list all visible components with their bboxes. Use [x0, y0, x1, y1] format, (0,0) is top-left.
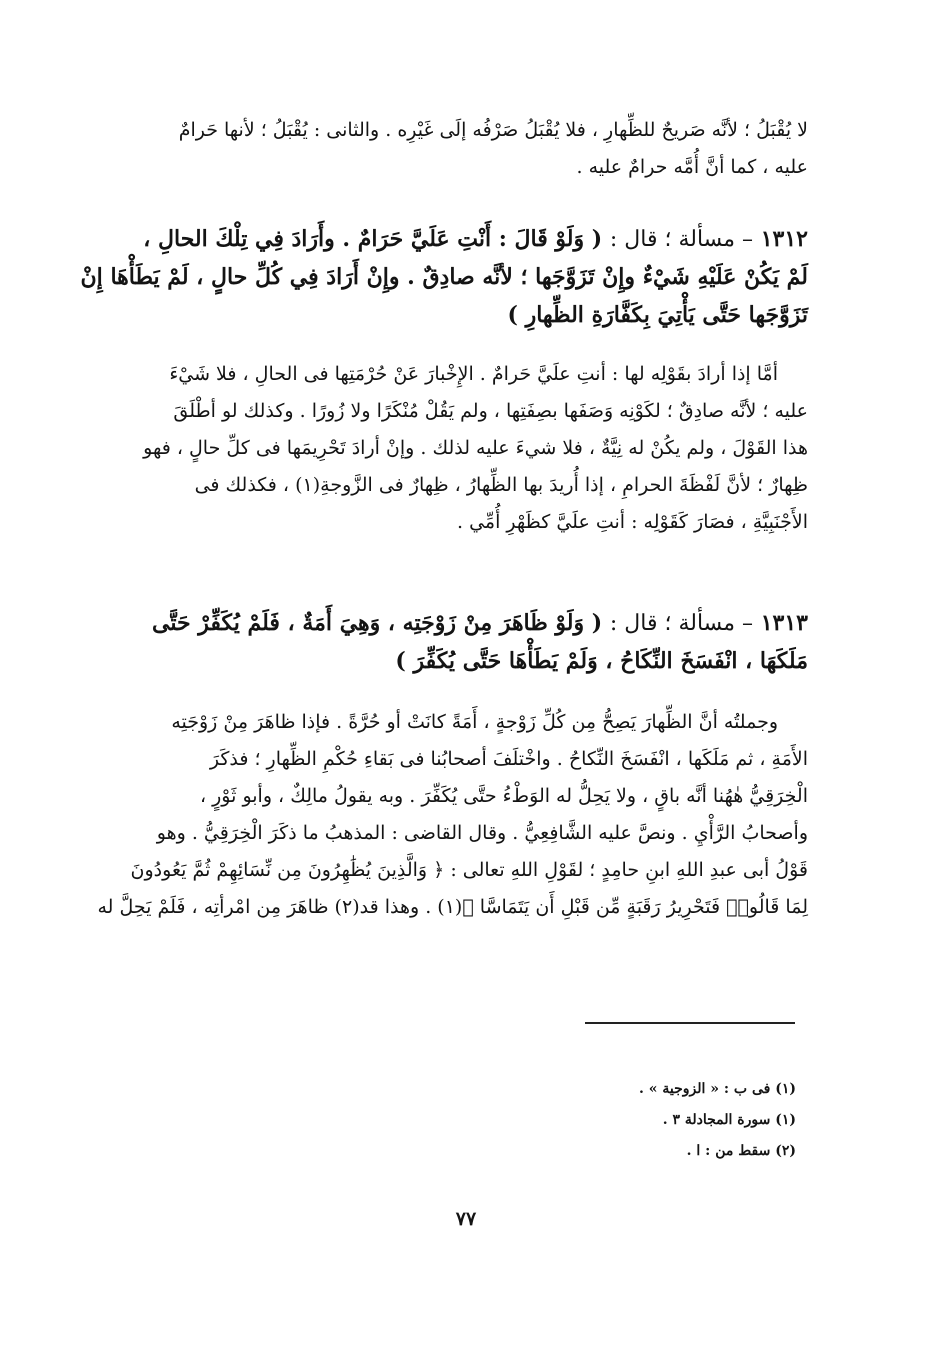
rule-text-line: لَمْ يَكُنْ عَلَيْهِ شَيْءٌ وإِنْ تَزَوَّجَها ؛ لأنَّه صادِقٌ . وإِنْ أَرَادَ فِي كُلِّ حالٍ ، لَمْ يَطَأْهَا إِنْ [80, 264, 808, 290]
text-line: الأَجْنَبِيَّةِ ، فصَارَ كَقَوْلِه : أنتِ علَيَّ كظَهْرِ أُمِّي . [457, 511, 808, 533]
text-line: قَوْلُ أبى عبدِ اللهِ ابنِ حامِدٍ ؛ لقَوْلِ اللهِ تعالى : ﴿ وَالَّذِينَ يُظَٰهِرُونَ مِن نِّسَائِهِمْ ثُمَّ يَعُودُونَ [130, 859, 808, 881]
text-line: لا يُقْبَلُ ؛ لأنَّه صَريحٌ للظِّهارِ ، فلا يُقْبَلُ صَرْفُه إلَى غَيْرِه . والثانى : يُقْبَلُ ؛ لأنها حَرامٌ [178, 119, 808, 141]
text-line: عليه ؛ لأنَّه صادِقٌ ؛ لكَوْنِه وَصَفَها بصِفَتِها ، ولم يَقُلْ مُنْكَرًا ولا زُورًا . وكذلك لو أطْلَقَ [173, 400, 808, 422]
text-line: وأصحابُ الرَّأْيِ . ونصَّ عليه الشَّافِعِيُّ . وقال القاضى : المذهبُ ما ذكَرَ الْخِرَقِيُّ . وهو [156, 822, 808, 844]
text-line: هذا القَوْلَ ، ولم يكُنْ له نِيَّةٌ ، فلا شيءَ عليه لذلك . وإنْ أرادَ تَحْرِيمَها فى كلِّ حالٍ ، فهو [143, 437, 808, 459]
masala-heading-line [128, 220, 808, 258]
rule-text-line: تَزَوَّجَها حَتَّى يَأْتِيَ بِكَفَّارَةِ الظِّهارِ ) [507, 302, 808, 328]
text-line: لِمَا قَالُوا۟ فَتَحْرِيرُ رَقَبَةٍ مِّن قَبْلِ أَن يَتَمَاسَّا ﴾(١) . وهذا قد(٢) ظاهَرَ مِن امْرأتِه ، فَلَمْ يَحِلَّ له [97, 896, 808, 918]
text-line: الأَمَةِ ، ثم مَلَكَها ، انْفَسَخَ النِّكاحُ . واخْتلَفَ أصحابُنا فى بَقاءِ حُكْمِ الظِّهارِ ؛ فذكَرَ [209, 748, 808, 770]
footnote-divider [585, 1022, 795, 1024]
footnote: (١) فى ب : « الزوجية » . [638, 1081, 796, 1097]
rule-text-line: مَلَكَهَا ، انْفَسَخَ النِّكَاحُ ، وَلَمْ يَطَأْهَا حَتَّى يُكَفِّرَ ) [395, 648, 808, 674]
rule-text-line: ( وَلَوْ قَالَ : أَنْتِ عَلَيَّ حَرَامٌ . وأَرَادَ فِي تِلْكَ الحالِ ، [143, 226, 603, 252]
masala-number: ١٣١٢ [760, 226, 808, 252]
masala-1312 [80, 220, 808, 334]
text-line: عليه ، كما أنَّ أُمَّه حرامٌ عليه . [576, 156, 808, 178]
footnote: (٢) سقط من : ا . [686, 1143, 796, 1159]
masala-heading-line [128, 604, 808, 642]
footnotes [500, 1074, 796, 1167]
footnote: (١) سورة المجادلة ٣ . [662, 1112, 796, 1128]
paragraph-2 [128, 356, 808, 541]
text-line: وجملتُه أنَّ الظِّهارَ يَصِحُّ مِن كُلِّ زَوْجةٍ ، أَمَةً كانَتْ أو حُرَّةً . فإذا ظاهَرَ مِنْ زَوْجَتِه [171, 711, 778, 733]
masala-label: – مسألة ؛ قال : [609, 611, 754, 636]
text-line: أمَّا إذا أرادَ بقَوْلِه لها : أنتِ علَيَّ حَرامٌ . الإِخْبارَ عَنْ حُرْمَتِها فى الحالِ ، فلا شَيْءَ [169, 363, 778, 385]
page-number: ٧٧ [455, 1208, 477, 1230]
paragraph-3 [97, 704, 808, 926]
masala-1313 [128, 604, 808, 680]
masala-number: ١٣١٣ [760, 610, 808, 636]
text-line: ظِهارٌ ؛ لأنَّ لَفْظَةَ الحرامِ ، إذا أُريدَ بها الظِّهارُ ، ظِهارٌ فى الزَّوجةِ(١) ، فكذلك فى [194, 474, 808, 496]
text-line: الْخِرَقِيُّ هٰهُنا أنَّه باقٍ ، ولا يَحِلُّ له الوَطْءُ حتَّى يُكَفِّرَ . وبه يقولُ مالِكٌ ، وأبو ثَوْرٍ ، [199, 785, 808, 807]
rule-text-line: ( وَلَوْ ظَاهَرَ مِنْ زَوْجَتِه ، وَهِيَ أَمَةٌ ، فَلَمْ يُكَفِّرْ حَتَّى [152, 610, 603, 636]
masala-label: – مسألة ؛ قال : [609, 227, 754, 252]
paragraph-1 [128, 112, 808, 186]
